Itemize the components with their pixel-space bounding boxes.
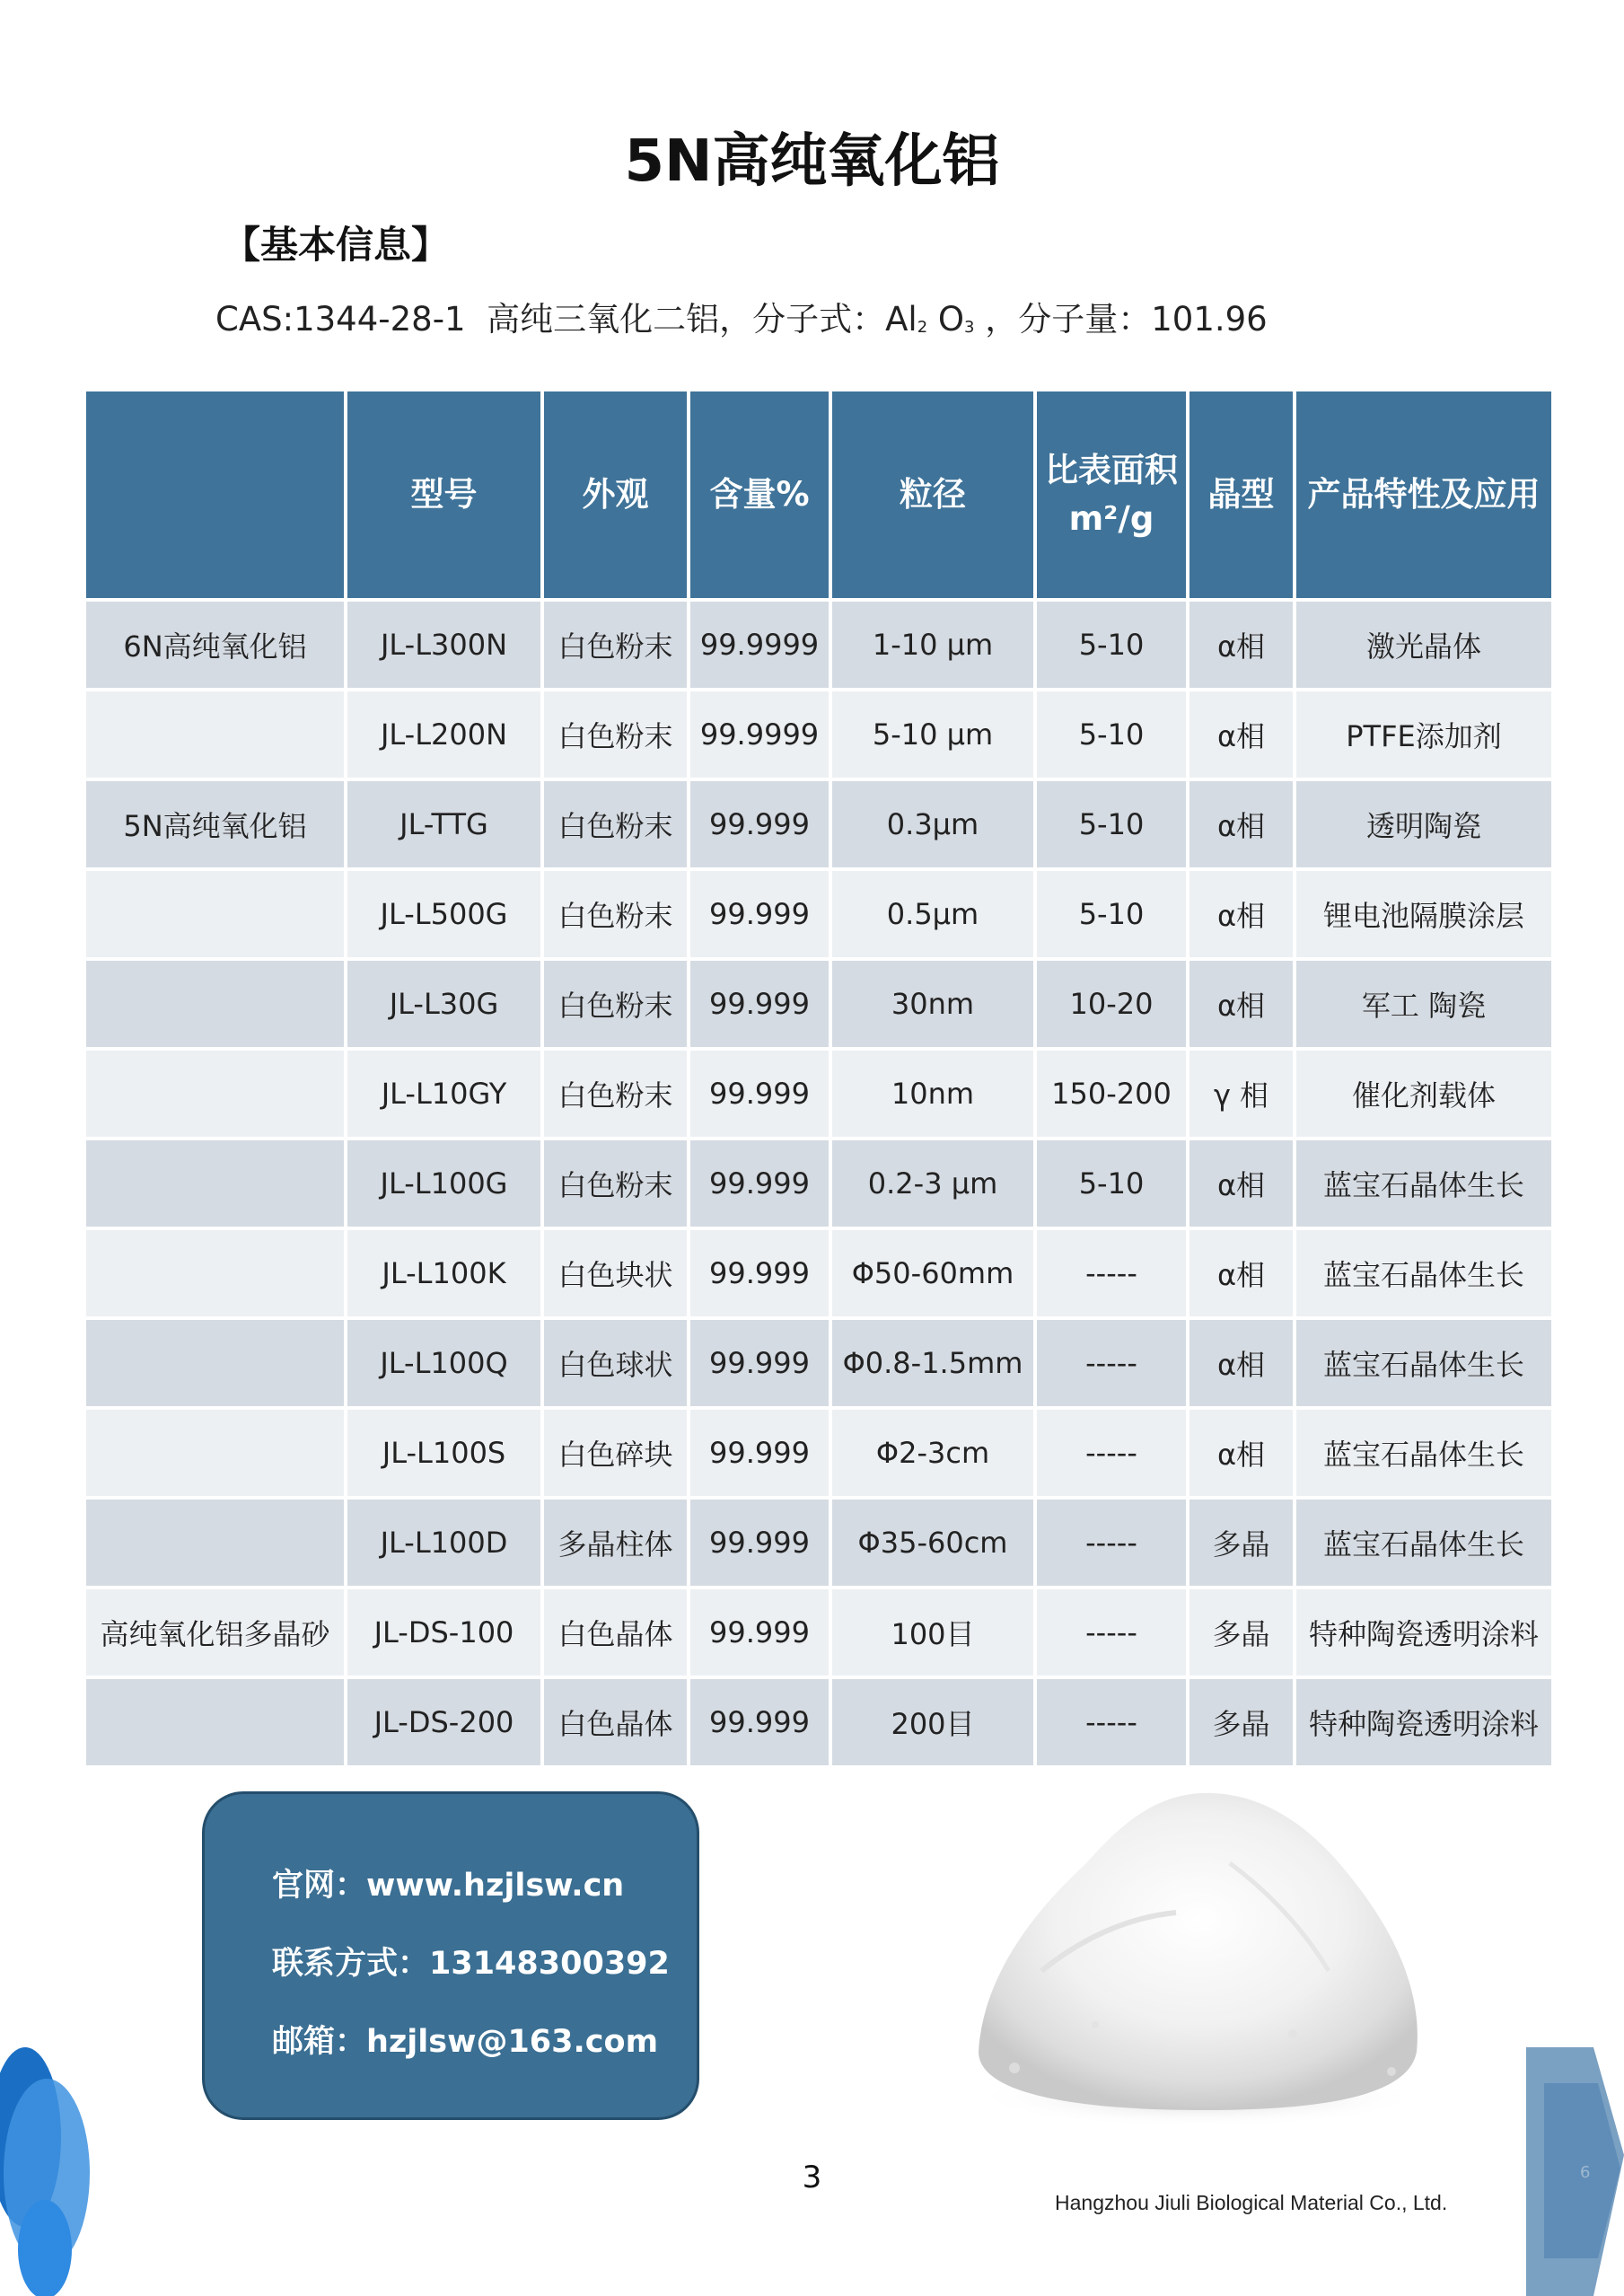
cell-appearance: 多晶柱体	[542, 1498, 689, 1588]
cell-category	[84, 1677, 346, 1767]
cell-category	[84, 1408, 346, 1498]
cell-content: 99.999	[689, 779, 830, 869]
cell-crystal-form: α相	[1188, 959, 1295, 1049]
cell-application: 特种陶瓷透明涂料	[1295, 1588, 1553, 1677]
cell-application: 蓝宝石晶体生长	[1295, 1228, 1553, 1318]
cell-crystal-form: α相	[1188, 1408, 1295, 1498]
cell-particle-size: 100目	[830, 1588, 1035, 1677]
header-model: 型号	[346, 390, 542, 600]
cell-category	[84, 869, 346, 959]
intro-subscript-3: 3	[964, 318, 975, 337]
cell-model: JL-L100Q	[346, 1318, 542, 1408]
table-row	[84, 1139, 1553, 1228]
table-row	[84, 1228, 1553, 1318]
cell-particle-size: 0.3μm	[830, 779, 1035, 869]
cell-category	[84, 1139, 346, 1228]
cell-particle-size: 5-10 μm	[830, 690, 1035, 779]
cell-appearance: 白色粉末	[542, 869, 689, 959]
cell-surface-area: -----	[1035, 1677, 1188, 1767]
cell-appearance: 白色粉末	[542, 690, 689, 779]
cell-content: 99.999	[689, 1228, 830, 1318]
cell-model: JL-L100K	[346, 1228, 542, 1318]
cell-crystal-form: 多晶	[1188, 1498, 1295, 1588]
cell-appearance: 白色晶体	[542, 1588, 689, 1677]
cell-surface-area: 5-10	[1035, 869, 1188, 959]
cell-category	[84, 959, 346, 1049]
cell-content: 99.9999	[689, 690, 830, 779]
spec-table	[83, 388, 1555, 1769]
cell-appearance: 白色球状	[542, 1318, 689, 1408]
header-crystal-form: 晶型	[1188, 390, 1295, 600]
cell-content: 99.999	[689, 959, 830, 1049]
table-row	[84, 1498, 1553, 1588]
cell-crystal-form: α相	[1188, 690, 1295, 779]
svg-text:6: 6	[1580, 2163, 1591, 2182]
table-row	[84, 1049, 1553, 1139]
email-text[interactable]: 邮箱：hzjlsw@163.com	[272, 2024, 659, 2060]
cell-model: JL-L100D	[346, 1498, 542, 1588]
cell-content: 99.999	[689, 1139, 830, 1228]
cell-content: 99.999	[689, 1049, 830, 1139]
header-application: 产品特性及应用	[1295, 390, 1553, 600]
cell-category	[84, 1498, 346, 1588]
table-row	[84, 1588, 1553, 1677]
table-row	[84, 869, 1553, 959]
table-row	[84, 1677, 1553, 1767]
cell-model: JL-L100G	[346, 1139, 542, 1228]
cell-particle-size: 1-10 μm	[830, 600, 1035, 690]
spec-table-body	[84, 600, 1553, 1767]
cell-model: JL-L30G	[346, 959, 542, 1049]
cell-content: 99.999	[689, 1677, 830, 1767]
cell-crystal-form: 多晶	[1188, 1588, 1295, 1677]
header-particle-size: 粒径	[830, 390, 1035, 600]
cell-content: 99.999	[689, 869, 830, 959]
cell-appearance: 白色碎块	[542, 1408, 689, 1498]
cell-category	[84, 1318, 346, 1408]
cell-crystal-form: α相	[1188, 1318, 1295, 1408]
cell-application: 锂电池隔膜涂层	[1295, 869, 1553, 959]
table-row	[84, 1408, 1553, 1498]
cell-surface-area: 5-10	[1035, 1139, 1188, 1228]
cell-appearance: 白色晶体	[542, 1677, 689, 1767]
table-row	[84, 600, 1553, 690]
cell-content: 99.999	[689, 1498, 830, 1588]
intro-subscript-2: 2	[917, 318, 928, 337]
cell-crystal-form: α相	[1188, 779, 1295, 869]
cell-application: 蓝宝石晶体生长	[1295, 1408, 1553, 1498]
cell-application: 催化剂载体	[1295, 1049, 1553, 1139]
cell-appearance: 白色粉末	[542, 1049, 689, 1139]
cell-crystal-form: α相	[1188, 869, 1295, 959]
cell-surface-area: -----	[1035, 1588, 1188, 1677]
table-row	[84, 1318, 1553, 1408]
contact-box	[202, 1791, 699, 2120]
cell-model: JL-DS-100	[346, 1588, 542, 1677]
cell-surface-area: -----	[1035, 1228, 1188, 1318]
cell-category: 高纯氧化铝多晶砂	[84, 1588, 346, 1677]
cell-application: 蓝宝石晶体生长	[1295, 1498, 1553, 1588]
header-product-category	[84, 390, 346, 600]
cell-surface-area: 10-20	[1035, 959, 1188, 1049]
spec-table-header	[84, 390, 1553, 600]
cell-particle-size: 30nm	[830, 959, 1035, 1049]
company-footer: Hangzhou Jiuli Biological Material Co., Ltd.	[1055, 2191, 1448, 2214]
cell-application: 透明陶瓷	[1295, 779, 1553, 869]
cell-surface-area: -----	[1035, 1498, 1188, 1588]
page-number: 3	[802, 2160, 822, 2195]
cell-category	[84, 1049, 346, 1139]
cell-crystal-form: γ 相	[1188, 1049, 1295, 1139]
cell-crystal-form: 多晶	[1188, 1677, 1295, 1767]
cell-model: JL-L10GY	[346, 1049, 542, 1139]
cell-surface-area: 5-10	[1035, 779, 1188, 869]
cell-particle-size: 10nm	[830, 1049, 1035, 1139]
cell-application: 蓝宝石晶体生长	[1295, 1318, 1553, 1408]
table-row	[84, 690, 1553, 779]
cell-application: 特种陶瓷透明涂料	[1295, 1677, 1553, 1767]
cell-particle-size: 0.5μm	[830, 869, 1035, 959]
cell-crystal-form: α相	[1188, 1139, 1295, 1228]
cell-surface-area: 150-200	[1035, 1049, 1188, 1139]
cell-appearance: 白色块状	[542, 1228, 689, 1318]
cell-category: 6N高纯氧化铝	[84, 600, 346, 690]
cell-model: JL-L500G	[346, 869, 542, 959]
intro-line	[215, 292, 1268, 340]
cell-model: JL-L100S	[346, 1408, 542, 1498]
header-specific-surface: 比表面积 m²/g	[1035, 390, 1188, 600]
cell-appearance: 白色粉末	[542, 959, 689, 1049]
cell-category	[84, 690, 346, 779]
cell-crystal-form: α相	[1188, 1228, 1295, 1318]
cell-application: PTFE添加剂	[1295, 690, 1553, 779]
header-content: 含量%	[689, 390, 830, 600]
cell-content: 99.999	[689, 1318, 830, 1408]
cell-appearance: 白色粉末	[542, 779, 689, 869]
intro-mid: O	[927, 300, 965, 339]
table-row	[84, 959, 1553, 1049]
cell-particle-size: 200目	[830, 1677, 1035, 1767]
cell-content: 99.999	[689, 1588, 830, 1677]
cell-content: 99.9999	[689, 600, 830, 690]
cell-appearance: 白色粉末	[542, 600, 689, 690]
cell-model: JL-L200N	[346, 690, 542, 779]
cell-particle-size: Φ2-3cm	[830, 1408, 1035, 1498]
cell-model: JL-L300N	[346, 600, 542, 690]
intro-cas: CAS:1344-28-1 高纯三氧化二铝，分子式：Al	[215, 300, 917, 339]
cell-crystal-form: α相	[1188, 600, 1295, 690]
intro-tail: ，分子量：101.96	[974, 300, 1268, 339]
cell-model: JL-DS-200	[346, 1677, 542, 1767]
cell-category: 5N高纯氧化铝	[84, 779, 346, 869]
cell-category	[84, 1228, 346, 1318]
cell-surface-area: -----	[1035, 1318, 1188, 1408]
cell-particle-size: Φ35-60cm	[830, 1498, 1035, 1588]
cell-surface-area: 5-10	[1035, 690, 1188, 779]
cell-application: 军工 陶瓷	[1295, 959, 1553, 1049]
page-title: 5N高纯氧化铝	[624, 128, 1000, 195]
cell-model: JL-TTG	[346, 779, 542, 869]
table-row	[84, 779, 1553, 869]
cell-application: 蓝宝石晶体生长	[1295, 1139, 1553, 1228]
cell-surface-area: -----	[1035, 1408, 1188, 1498]
cell-particle-size: Φ0.8-1.5mm	[830, 1318, 1035, 1408]
website-text[interactable]: 官网：www.hzjlsw.cn	[272, 1868, 625, 1904]
cell-appearance: 白色粉末	[542, 1139, 689, 1228]
cell-application: 激光晶体	[1295, 600, 1553, 690]
header-appearance: 外观	[542, 390, 689, 600]
cell-particle-size: 0.2-3 μm	[830, 1139, 1035, 1228]
phone-text: 联系方式：13148300392	[272, 1946, 670, 1982]
cell-content: 99.999	[689, 1408, 830, 1498]
section-heading: 【基本信息】	[223, 223, 450, 267]
cell-surface-area: 5-10	[1035, 600, 1188, 690]
alumina-powder-image	[943, 1755, 1445, 2133]
cell-particle-size: Φ50-60mm	[830, 1228, 1035, 1318]
